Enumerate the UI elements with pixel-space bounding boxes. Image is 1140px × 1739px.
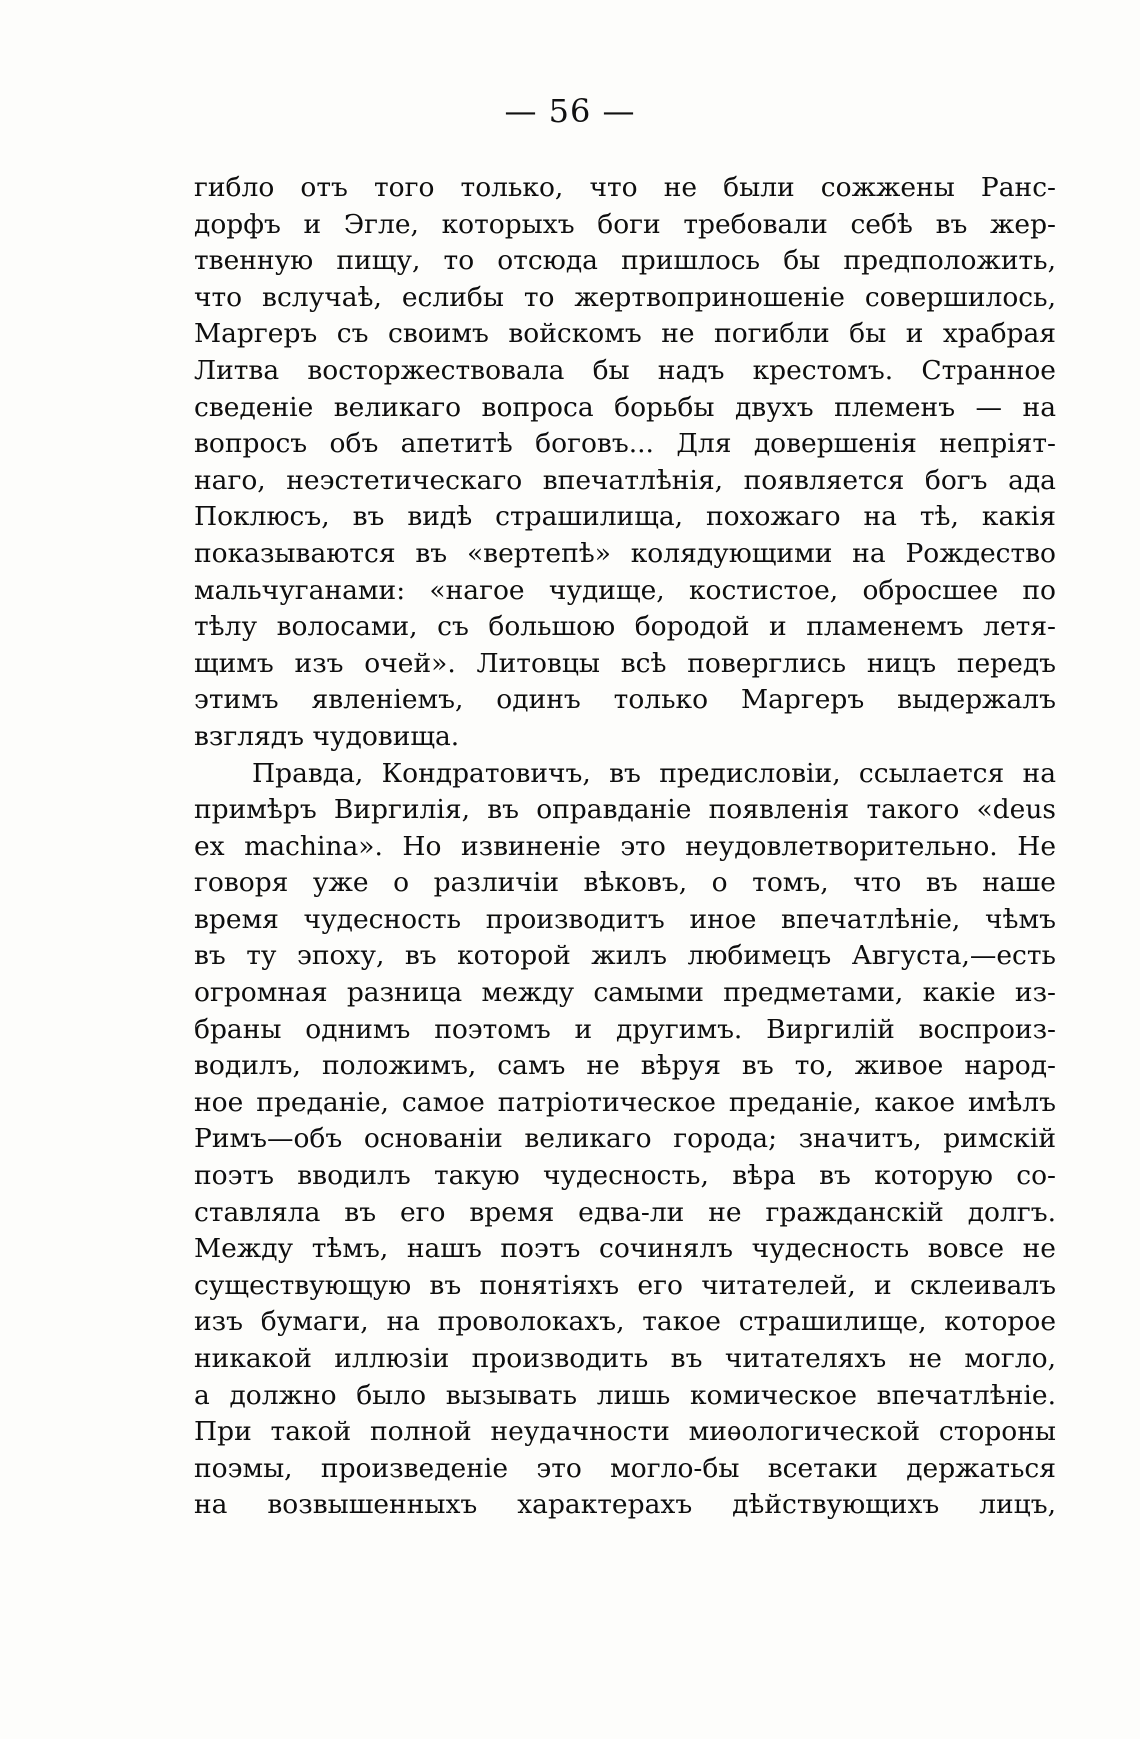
paragraph-1 [194,170,1056,756]
text-line: огромная разница между самыми предметами, какіе из- [194,977,1056,1009]
text-line: никакой иллюзіи производить въ читателяхъ не могло, [194,1343,1056,1374]
text-line: показываются въ «вертепѣ» колядующими на Рождество [194,537,1056,569]
text-line: что вслучаѣ, еслибы то жертвоприношеніе совершилось, [194,281,1056,313]
text-line: Правда, Кондратовичъ, въ предисловіи, ссылается на [252,757,1056,789]
text-line: а должно было вызывать лишь комическое впечатлѣніе. [194,1379,1056,1411]
text-line: Маргеръ съ своимъ войскомъ не погибли бы и храбрая [194,318,1056,350]
text-line: Римъ—объ основаніи великаго города; значитъ, римскій [194,1123,1056,1155]
text-line: мальчуганами: «нагое чудище, костистое, обросшее по [194,574,1056,606]
text-line: Между тѣмъ, нашъ поэтъ сочинялъ чудесность вовсе не [194,1233,1056,1265]
text-line: этимъ явленіемъ, одинъ только Маргеръ выдержалъ [194,684,1056,716]
text-line: водилъ, положимъ, самъ не вѣруя въ то, живое народ- [194,1050,1056,1082]
text-line: гибло отъ того только, что не были сожжены Ранс- [194,172,1056,203]
text-line: примѣръ Виргилія, въ оправданіе появленія такого «deus [194,794,1056,826]
text-line: взглядъ чудовища. [194,720,460,752]
text-line: ное преданіе, самое патріотическое преданіе, какое имѣлъ [194,1086,1056,1118]
text-line: въ ту эпоху, въ которой жилъ любимецъ Августа,—есть [194,940,1056,972]
text-line: тѣлу волосами, съ большою бородой и пламенемъ летя- [194,611,1056,643]
text-line: Поклюсъ, въ видѣ страшилища, похожаго на тѣ, какія [194,501,1056,533]
text-line: поэмы, произведеніе это могло-бы всетаки держаться [194,1452,1056,1484]
text-line: говоря уже о различіи вѣковъ, о томъ, что въ наше [194,867,1056,899]
text-line: изъ бумаги, на проволокахъ, такое страшилище, которое [194,1306,1056,1338]
body-text [194,170,1056,1524]
text-line: наго, неэстетическаго впечатлѣнія, появляется богъ ада [194,464,1056,496]
text-line: ex machina». Но извиненіе это неудовлетворительно. Не [194,830,1056,862]
text-line: твенную пищу, то отсюда пришлось бы предположить, [194,245,1056,277]
text-line: браны однимъ поэтомъ и другимъ. Виргилій воспроиз- [194,1013,1056,1045]
text-line: время чудесность производитъ иное впечатлѣніе, чѣмъ [194,903,1056,935]
text-line: щимъ изъ очей». Литовцы всѣ поверглись ницъ передъ [194,647,1056,679]
text-line: поэтъ вводилъ такую чудесность, вѣра въ которую со- [194,1160,1056,1192]
text-line: Литва восторжествовала бы надъ крестомъ. Странное [194,354,1056,386]
text-line: вопросъ объ апетитѣ боговъ... Для довершенія непріят- [194,428,1056,460]
text-line: сведеніе великаго вопроса борьбы двухъ племенъ — на [194,391,1056,423]
page-number: — 56 — [504,92,636,130]
text-line: При такой полной неудачности миѳологической стороны [194,1416,1056,1448]
text-line: существующую въ понятіяхъ его читателей, и склеивалъ [194,1269,1056,1301]
text-line: ставляла въ его время едва-ли не гражданскій долгъ. [194,1196,1056,1228]
paragraph-2 [194,756,1056,1524]
text-line: дорфъ и Эгле, которыхъ боги требовали себѣ въ жер- [194,208,1056,240]
text-line: на возвышенныхъ характерахъ дѣйствующихъ лицъ, [194,1489,1056,1521]
